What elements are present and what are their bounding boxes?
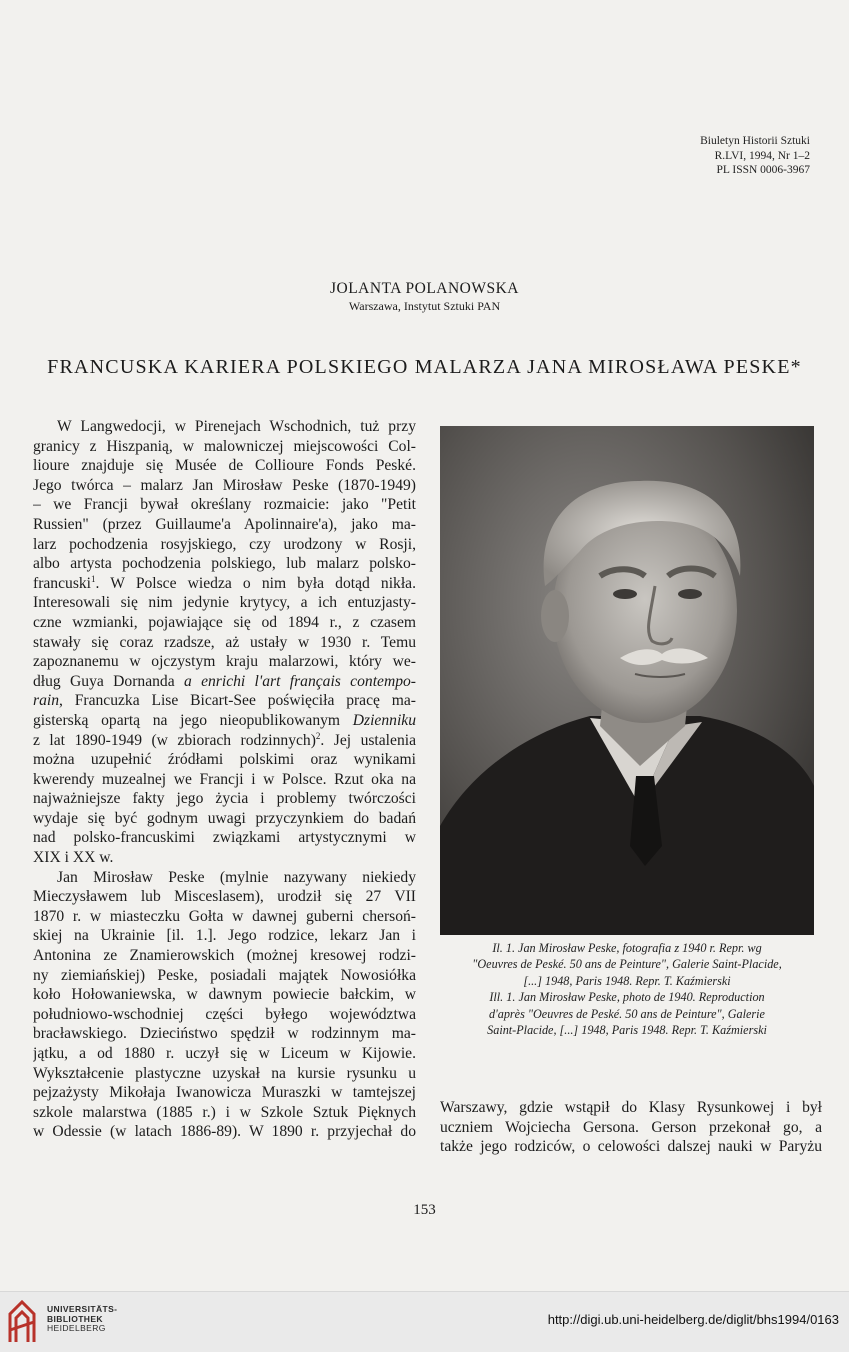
text-line: pejzażysty Mikołaja Iwanowicza Muraszki w tamtejszej <box>33 1084 416 1102</box>
text-line: szkole malarstwa (1885 r.) i w Szkole Sztuk Pięknych <box>33 1103 416 1121</box>
text-line: Jego twórca – malarz Jan Mirosław Peske (1870-1949) <box>33 476 416 494</box>
text-line: Russien" (przez Guillaume'a Apolinnaire'a), jako ma- <box>33 515 416 533</box>
text-line: nad polsko-francuskimi związkami artystycznymi w <box>33 829 416 847</box>
text-line: Warszawy, gdzie wstąpił do Klasy Rysunkowej i był <box>440 1099 822 1116</box>
author-affiliation: Warszawa, Instytut Sztuki PAN <box>348 299 501 313</box>
right-text-column <box>440 1098 822 1157</box>
text-fragment: . W Polsce wiedza o nim była dotąd nikła. <box>95 574 416 592</box>
left-text-column <box>33 417 416 1142</box>
library-name-line: UNIVERSITÄTS- <box>47 1304 118 1314</box>
text-line: także jego rodziców, o celowości dalszej nauki w Paryżu <box>440 1138 822 1156</box>
journal-issn: PL ISSN 0006-3967 <box>716 164 810 176</box>
text-line: skiej na Ukrainie [il. 1.]. Jego rodzice, lekarz Jan i <box>33 927 416 945</box>
text-line: kwerendy muzealnej we Francji i w Polsce. Rzut oka na <box>33 770 416 788</box>
library-name <box>47 1305 117 1334</box>
text-line: południowo-wschodniej części byłego województwa <box>33 1005 416 1023</box>
portrait-photo <box>440 426 814 935</box>
figure-caption <box>440 940 814 1038</box>
journal-name: Biuletyn Historii Sztuki <box>700 135 810 147</box>
portrait-illustration <box>440 426 814 935</box>
text-line: jątku, a od 1880 r. uczył się w Liceum w Kijowie. <box>33 1045 416 1062</box>
text-line: W Langwedocji, w Pirenejach Wschodnich, tuż przy <box>57 418 416 435</box>
document-url-link[interactable]: http://digi.ub.uni-heidelberg.de/diglit/bhs1994/0163 <box>547 1312 839 1327</box>
text-line: można uzupełnić źródłami polskimi oraz wynikami <box>33 751 416 769</box>
caption-line: "Oeuvres de Peské. 50 ans de Peinture", Galerie Saint-Placide, <box>472 957 782 972</box>
footnote-mark: 2 <box>315 730 321 741</box>
text-line: zapoznanemu w ojczystym kraju malarzowi, który we- <box>33 653 416 671</box>
text-fragment: gisterską opartą na jego nieopublikowanym <box>33 711 341 729</box>
text-line: w Odessie (w latach 1886-89). W 1890 r. przyjechał do <box>33 1123 416 1141</box>
text-fragment: . Jej ustalenia <box>320 731 416 749</box>
text-line: lioure znajduje się Musée de Collioure Fonds Peské. <box>33 457 416 475</box>
text-line: uczniem Wojciecha Gersona. Gerson przekonał go, a <box>440 1118 822 1136</box>
text-line <box>33 574 416 594</box>
text-line: XIX i XX w. <box>33 849 114 867</box>
text-line: Interesowali się nim jedynie krytycy, a ich entuzjasty- <box>33 594 416 612</box>
library-name-line: HEIDELBERG <box>47 1323 106 1333</box>
caption-line: Saint-Placide, [...] 1948, Paris 1948. Repr. T. Kaźmierski <box>487 1023 767 1038</box>
author-name: JOLANTA POLANOWSKA <box>329 280 520 297</box>
viewer-footer <box>0 1291 849 1352</box>
text-line: granicy z Hiszpanią, w malowniczej miejscowości Col- <box>33 437 416 455</box>
text-line: Jan Mirosław Peske (mylnie nazywany niekiedy <box>57 868 416 886</box>
text-line: koło Hołowaniewska, w dawnym powiecie bałckim, w <box>33 986 416 1004</box>
text-line <box>33 731 416 751</box>
text-fragment: , Francuzka Lise Bicart-See poświęciła pracę ma- <box>59 692 416 710</box>
article-title: FRANCUSKA KARIERA POLSKIEGO MALARZA JANA MIROSŁAWA PESKE* <box>47 356 802 378</box>
caption-line: Il. 1. Jan Mirosław Peske, fotografia z 1940 r. Repr. wg <box>492 941 762 955</box>
caption-line: Ill. 1. Jan Mirosław Peske, photo de 1940. Reproduction <box>489 990 765 1005</box>
text-fragment: dług Guya Dornanda <box>33 672 175 690</box>
text-line: Mieczysławem lub Misceslasem), urodził się 27 VII <box>33 888 416 906</box>
university-library-logo-icon[interactable] <box>8 1300 36 1344</box>
italic-title: rain <box>33 692 59 710</box>
text-line: ny ziemiańskiej) Peske, posiadali majątek Nowosiółka <box>33 966 416 984</box>
text-line: najważniejsze fakty jego życia i problemy twórczości <box>33 790 416 808</box>
text-line: albo artysta pochodzenia polskiego, lub malarz polsko- <box>33 555 416 573</box>
caption-line: d'après "Oeuvres de Peské. 50 ans de Peinture", Galerie <box>489 1006 765 1021</box>
text-fragment: z lat 1890-1949 (w zbiorach rodzinnych) <box>33 731 316 749</box>
text-line: larz pochodzenia rosyjskiego, czy urodzony w Rosji, <box>33 535 416 553</box>
page-number: 153 <box>413 1202 436 1218</box>
text-fragment: francuski <box>33 574 92 592</box>
text-line <box>33 711 416 731</box>
text-line <box>33 672 416 692</box>
italic-title: a enrichi l'art français contempo- <box>183 672 416 690</box>
caption-line: [...] 1948, Paris 1948. Repr. T. Kaźmierski <box>523 973 731 988</box>
italic-title: Dzienniku <box>352 711 416 729</box>
text-line: Wykształcenie plastyczne uzyskał na kursie rysunku u <box>33 1064 416 1082</box>
text-line <box>33 691 416 711</box>
text-line: bracławskiego. Dzieciństwo spędził w rodzinnym ma- <box>33 1025 416 1043</box>
footnote-mark: 1 <box>91 573 96 584</box>
text-line: czne wzmianki, pojawiające się od 1894 r., z czasem <box>33 613 416 631</box>
text-line: wydaje się być godnym uwagi przyczynkiem do badań <box>33 809 416 827</box>
text-line: 1870 r. w miasteczku Gołta w dawnej guberni chersoń- <box>33 907 416 925</box>
bibliographic-info <box>640 134 810 178</box>
text-line: stawały się coraz rzadsze, aż ustały w 1930 r. Temu <box>33 633 416 651</box>
journal-volume: R.LVI, 1994, Nr 1–2 <box>714 149 810 162</box>
text-line: – we Francji bywał określany rozmaicie: jako "Petit <box>33 496 416 514</box>
text-line: Antonina ze Znamierowskich (możnej kresowej rodzi- <box>33 947 416 965</box>
library-name-line: BIBLIOTHEK <box>47 1313 103 1324</box>
